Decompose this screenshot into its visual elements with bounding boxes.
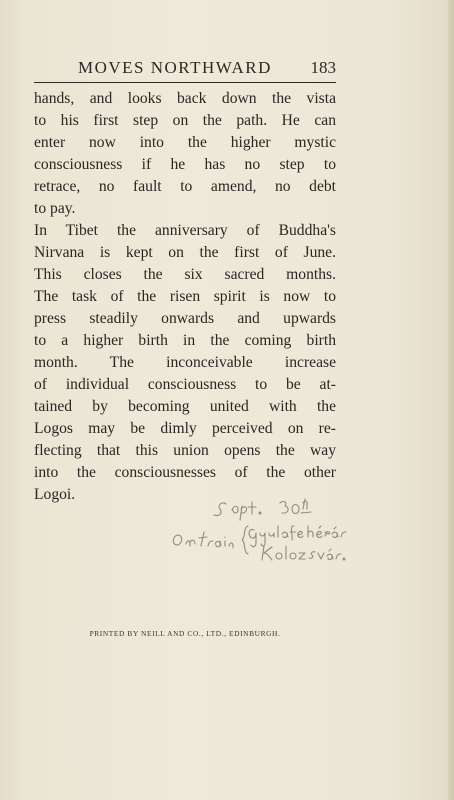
page-edge xyxy=(448,0,454,800)
text-line: press steadily onwards and upwards xyxy=(34,310,336,327)
text-line: into the consciousnesses of the other xyxy=(34,464,336,481)
paragraph-2 xyxy=(34,220,336,506)
text-line: hands, and looks back down the vista xyxy=(34,90,336,107)
text-line: Logoi. xyxy=(34,486,76,503)
text-line: month. The inconceivable increase xyxy=(34,354,336,371)
body-text xyxy=(34,88,336,506)
printer-imprint: PRINTED BY NEILL AND CO., LTD., EDINBURGH. xyxy=(89,629,281,638)
text-line: enter now into the higher mystic xyxy=(34,134,336,151)
text-line: In Tibet the anniversary of Buddha's xyxy=(34,222,336,239)
text-line: Nirvana is kept on the first of June. xyxy=(34,244,336,261)
running-head xyxy=(34,56,336,82)
text-line: to his first step on the path. He can xyxy=(34,112,336,129)
text-line: of individual consciousness to be at- xyxy=(34,376,336,393)
page-number: 183 xyxy=(310,58,336,77)
text-line: consciousness if he has no step to xyxy=(34,156,336,173)
text-line: flecting that this union opens the way xyxy=(34,442,336,459)
handwritten-note xyxy=(168,496,398,576)
text-line: to a higher birth in the coming birth xyxy=(34,332,336,349)
header-rule xyxy=(34,82,336,83)
text-line: This closes the six sacred months. xyxy=(34,266,336,283)
text-line: The task of the risen spirit is now to xyxy=(34,288,336,305)
text-line: to pay. xyxy=(34,200,76,217)
text-line: tained by becoming united with the xyxy=(34,398,336,415)
text-line: retrace, no fault to amend, no debt xyxy=(34,178,336,195)
text-line: Logos may be dimly perceived on re- xyxy=(34,420,336,437)
paragraph-1 xyxy=(34,88,336,220)
pencil-inscription xyxy=(168,496,398,576)
running-title: MOVES NORTHWARD xyxy=(78,58,272,77)
